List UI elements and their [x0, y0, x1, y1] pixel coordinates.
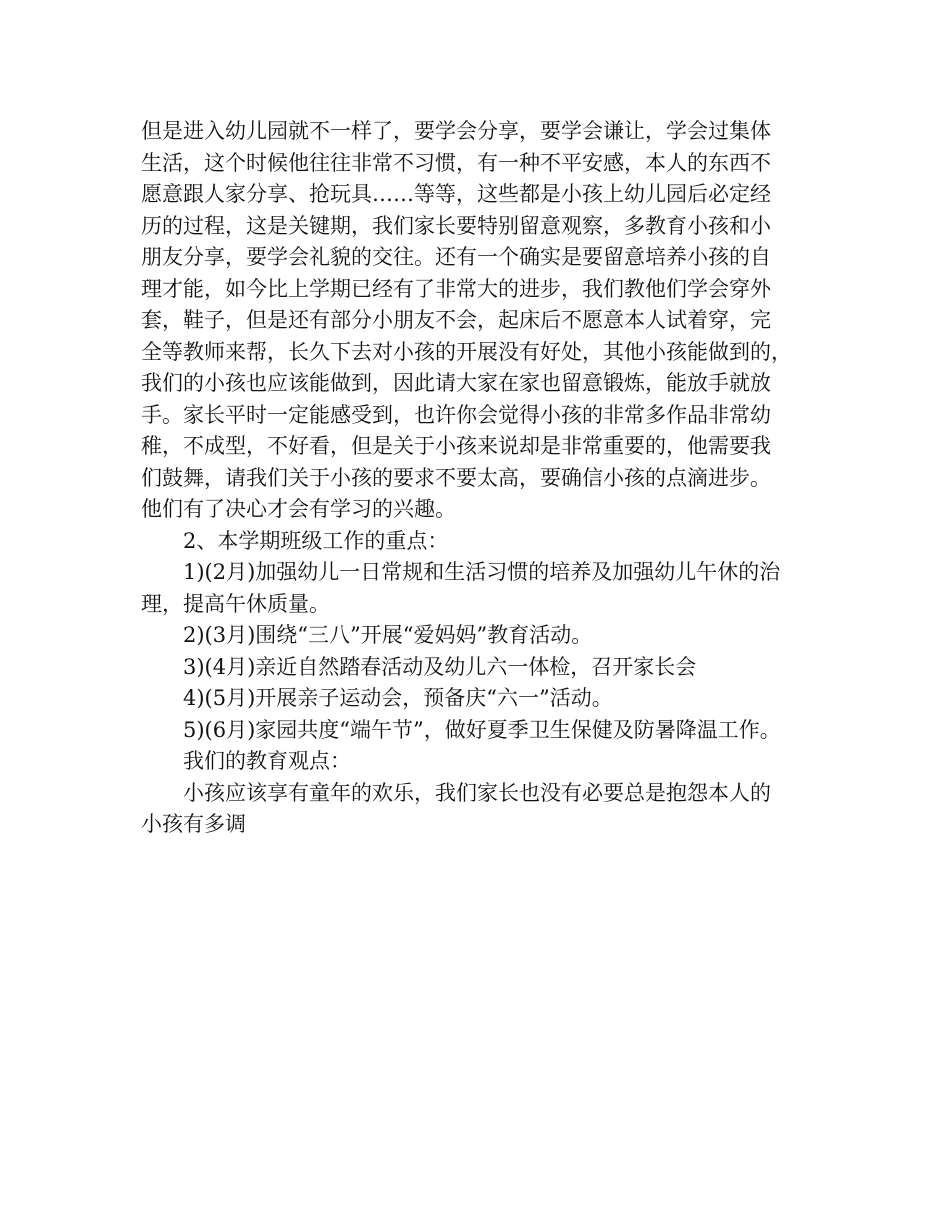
text-line: 们鼓舞，请我们关于小孩的要求不要太高，要确信小孩的点滴进步。 — [141, 465, 771, 490]
text-line: 生活，这个时候他往往非常不习惯，有一种不平安感，本人的东西不 — [141, 150, 771, 175]
section-heading: 2、本学期班级工作的重点： — [183, 528, 449, 553]
text-line: 小孩应该享有童年的欢乐，我们家长也没有必要总是抱怨本人的 — [183, 780, 771, 805]
text-line: 朋友分享，要学会礼貌的交往。还有一个确实是要留意培养小孩的自 — [141, 245, 771, 269]
text-line: 套，鞋子，但是还有部分小朋友不会，起床后不愿意本人试着穿，完 — [141, 308, 771, 332]
text-line: 但是进入幼儿园就不一样了，要学会分享，要学会谦让，学会过集体 — [141, 119, 771, 143]
list-item-continuation: 理，提高午休质量。 — [141, 591, 330, 616]
text-line: 愿意跟人家分享、抢玩具……等等，这些都是小孩上幼儿园后必定经 — [141, 182, 771, 206]
text-line: 全等教师来帮，长久下去对小孩的开展没有好处，其他小孩能做到的， — [141, 339, 792, 364]
text-line: 历的过程，这是关键期，我们家长要特别留意观察，多教育小孩和小 — [141, 213, 771, 238]
document-body — [141, 116, 831, 841]
list-item: 3)(4月)亲近自然踏春活动及幼儿六一体检，召开家长会 — [183, 654, 697, 679]
text-line: 稚，不成型，不好看，但是关于小孩来说却是非常重要的，他需要我 — [141, 434, 771, 458]
list-item: 5)(6月)家园共度“端午节”，做好夏季卫生保健及防暑降温工作。 — [183, 717, 781, 742]
list-item: 1)(2月)加强幼儿一日常规和生活习惯的培养及加强幼儿午休的治 — [183, 560, 781, 584]
text-line: 他们有了决心才会有学习的兴趣。 — [141, 497, 456, 521]
section-heading: 我们的教育观点： — [183, 749, 351, 773]
list-item: 2)(3月)围绕“三八”开展“爱妈妈”教育活动。 — [183, 623, 593, 647]
text-line: 手。家长平时一定能感受到，也许你会觉得小孩的非常多作品非常幼 — [141, 402, 771, 427]
list-item: 4)(5月)开展亲子运动会，预备庆“六一”活动。 — [183, 686, 613, 710]
text-line: 理才能，如今比上学期已经有了非常大的进步，我们教他们学会穿外 — [141, 276, 771, 301]
text-line: 小孩有多调 — [141, 812, 246, 836]
text-line: 我们的小孩也应该能做到，因此请大家在家也留意锻炼，能放手就放 — [141, 371, 771, 395]
